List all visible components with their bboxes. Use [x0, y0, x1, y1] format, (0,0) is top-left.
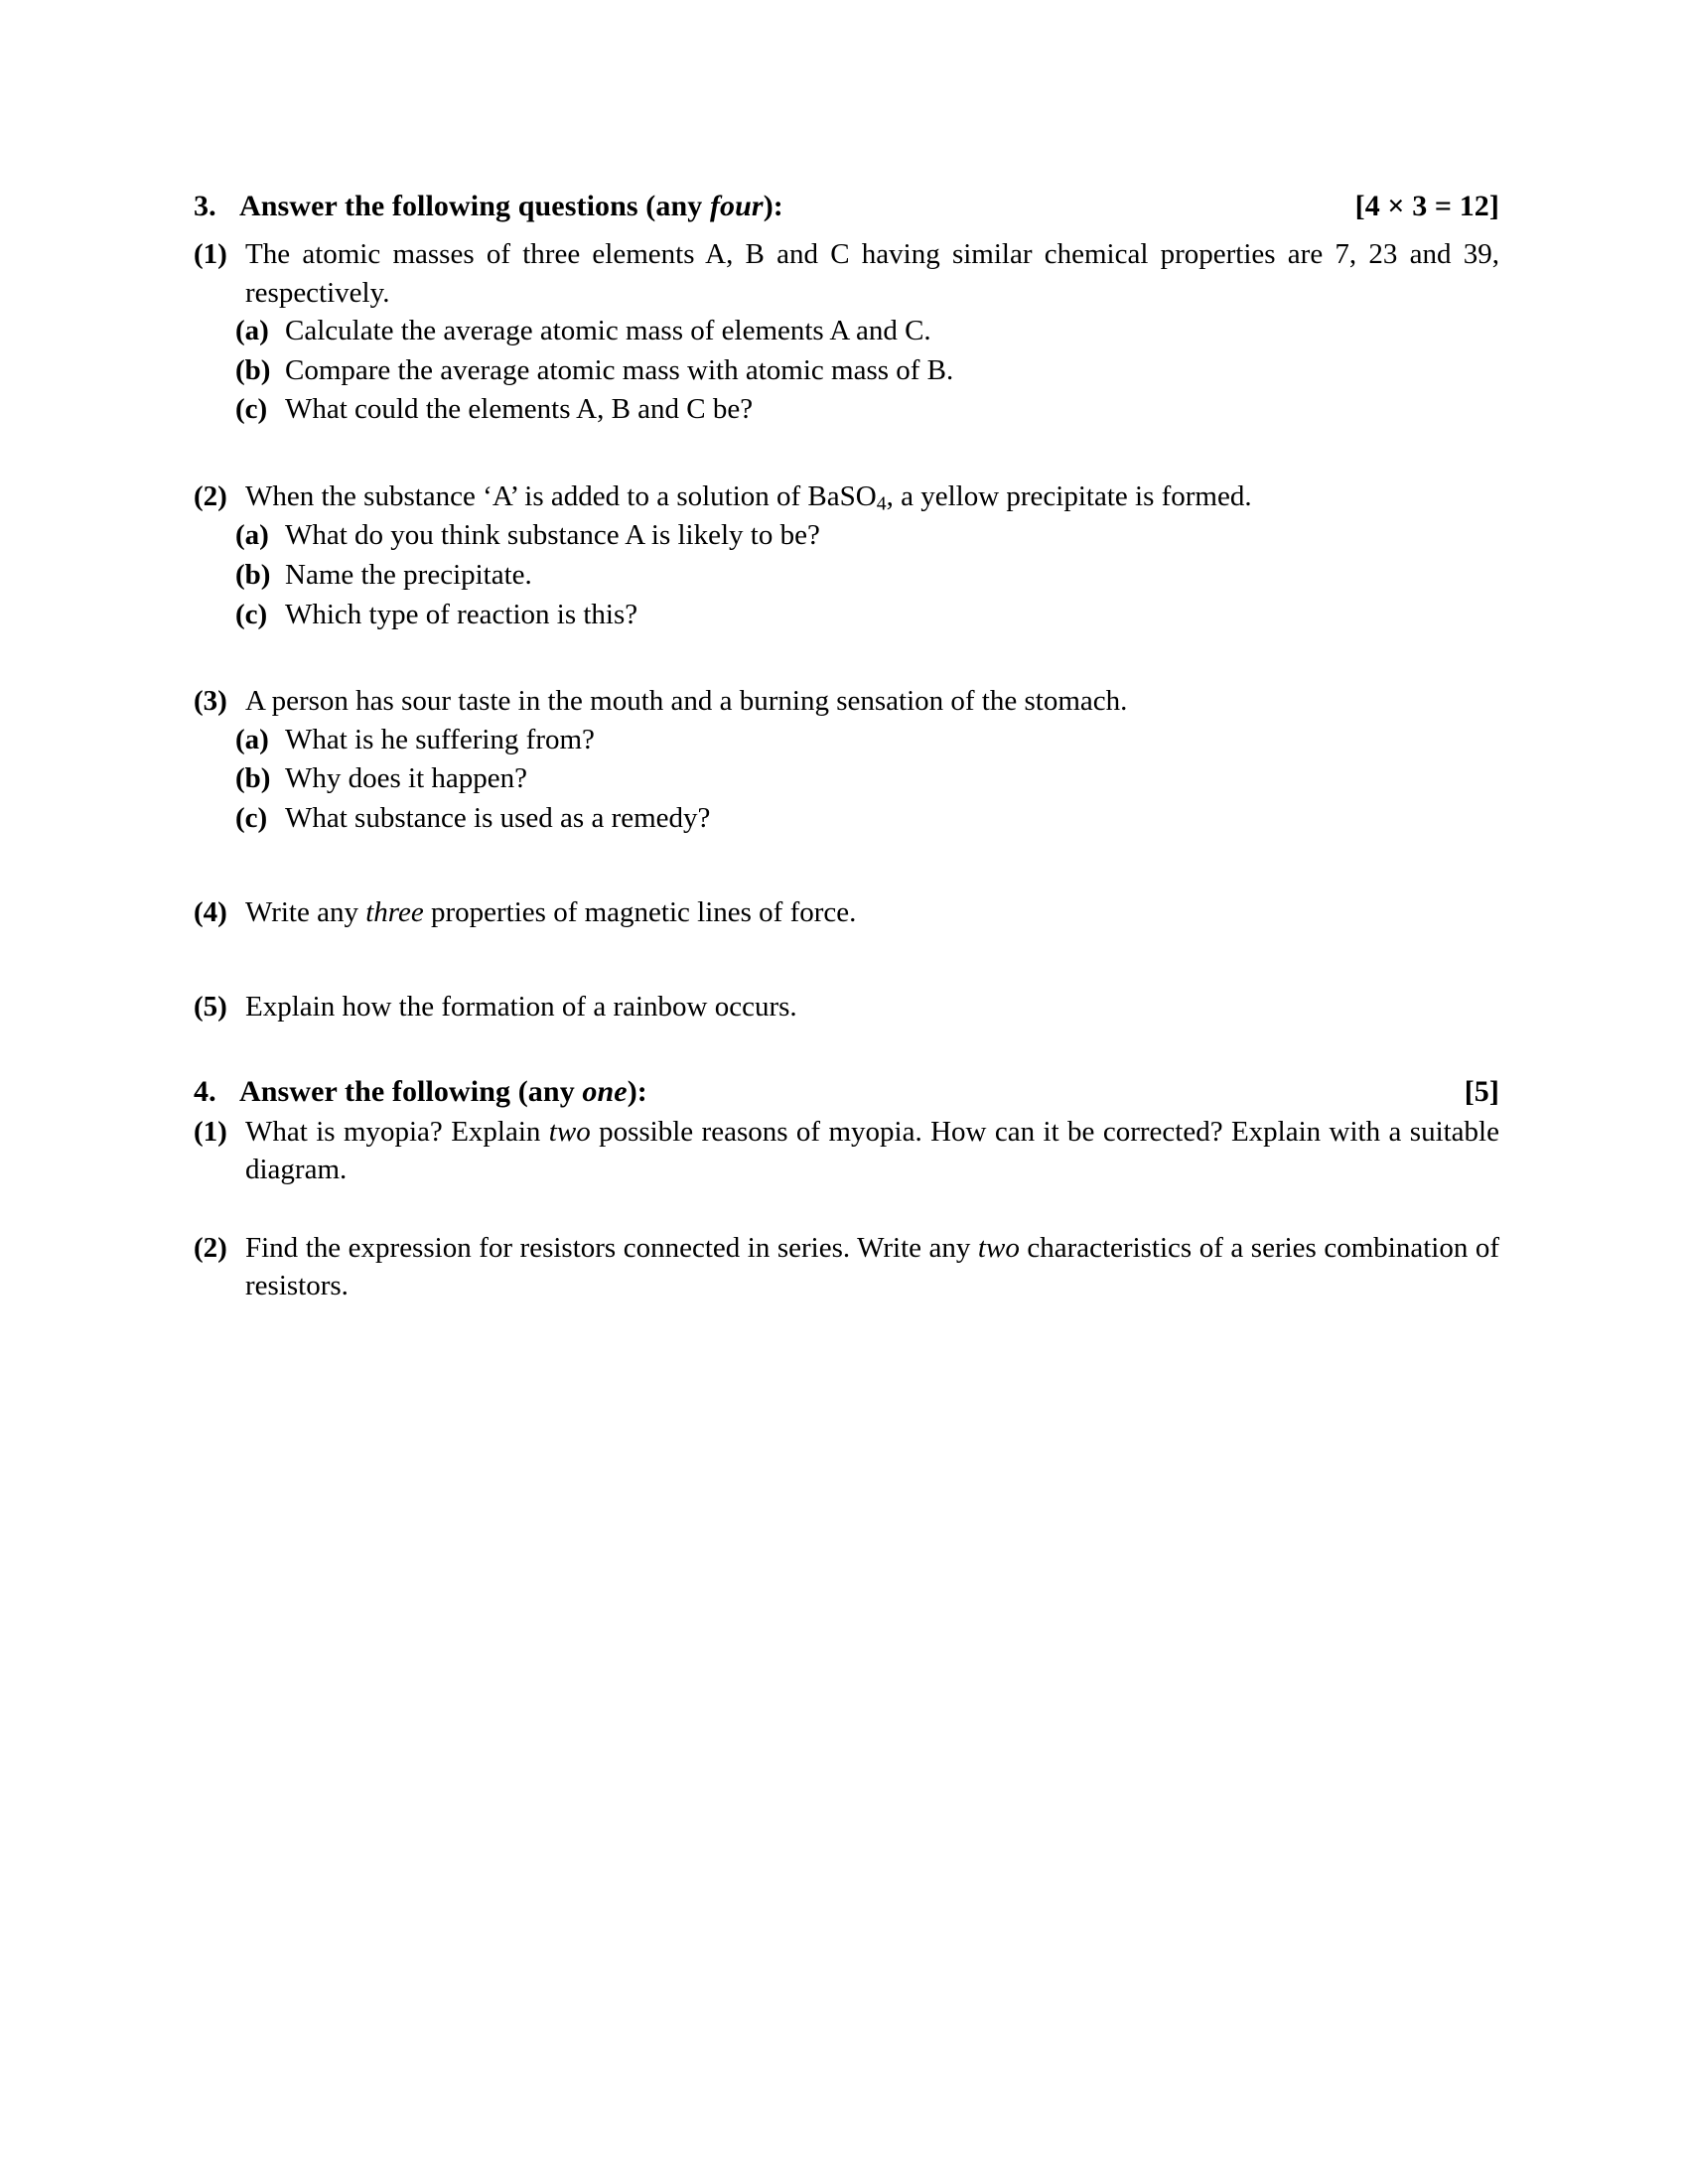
question-4-2-number: (2) — [194, 1231, 227, 1264]
question-4-1-text-part1: What is myopia? Explain — [245, 1115, 549, 1148]
question-3-3-sub-c-text: What substance is used as a remedy? — [285, 801, 711, 834]
section-4-question-list — [194, 1113, 1499, 1305]
question-3-2-text — [245, 478, 1499, 517]
question-4-1 — [194, 1113, 1499, 1189]
chemical-formula-subscript: 4 — [876, 492, 887, 515]
question-3-1 — [194, 235, 1499, 312]
question-3-3-text: A person has sour taste in the mouth and a burning sensation of the stomach. — [245, 685, 1128, 718]
question-3-2-text-after-formula: , a yellow precipitate is formed. — [886, 479, 1252, 512]
question-3-4-emphasis: three — [365, 896, 424, 929]
question-paper-content — [194, 187, 1499, 1305]
question-3-1-sub-a — [235, 312, 1499, 351]
section-3-number: 3. — [194, 190, 216, 222]
question-4-2 — [194, 1229, 1499, 1305]
question-3-2-number: (2) — [194, 479, 227, 512]
section-4-number: 4. — [194, 1074, 216, 1108]
question-3-1-sub-b — [235, 351, 1499, 391]
question-3-4-number: (4) — [194, 896, 227, 929]
section-3-title-emphasis: four — [709, 190, 764, 222]
section-4-title-emphasis: one — [582, 1074, 628, 1108]
question-3-1-sub-a-text: Calculate the average atomic mass of elements A and C. — [285, 315, 931, 347]
question-3-2-sub-c — [235, 596, 1499, 635]
question-3-1-sub-b-text: Compare the average atomic mass with atomic mass of B. — [285, 353, 954, 386]
question-3-2-sub-b — [235, 556, 1499, 596]
spacer — [194, 430, 1499, 468]
section-question-3 — [194, 187, 1499, 1026]
section-3-title-suffix: ): — [763, 190, 783, 222]
section-3-marks: [4 × 3 = 12] — [1354, 190, 1499, 222]
question-3-3-number: (3) — [194, 685, 227, 718]
question-3-5-number: (5) — [194, 991, 227, 1023]
question-3-2-text-before-formula: When the substance ‘A’ is added to a solution of BaSO — [245, 479, 877, 512]
section-3-heading — [194, 187, 1499, 225]
question-3-2-sub-a-label: (a) — [235, 519, 269, 552]
question-3-5 — [194, 988, 1499, 1026]
section-3-question-list — [194, 235, 1499, 1026]
section-3-title-prefix: Answer the following questions (any — [239, 190, 710, 222]
question-3-3-sub-a-text: What is he suffering from? — [285, 723, 595, 755]
spacer — [194, 1189, 1499, 1227]
question-3-1-sub-c — [235, 390, 1499, 430]
question-3-1-sub-c-label: (c) — [235, 393, 268, 426]
question-3-4 — [194, 893, 1499, 932]
question-3-5-text: Explain how the formation of a rainbow occurs. — [245, 991, 797, 1023]
question-3-4-text-part1: Write any — [245, 896, 366, 929]
spacer — [194, 932, 1499, 978]
question-3-2-sub-b-text: Name the precipitate. — [285, 558, 532, 591]
question-3-3-sub-b — [235, 759, 1499, 799]
section-4-title-prefix: Answer the following (any — [239, 1074, 583, 1108]
spacer — [194, 634, 1499, 672]
question-3-3-sub-c-label: (c) — [235, 801, 268, 834]
question-4-1-text-part2: possible reasons of myopia. How can it be corrected? Explain with a suitable diagram. — [245, 1115, 1499, 1186]
question-3-2-sub-a-text: What do you think substance A is likely to be? — [285, 519, 820, 552]
question-4-1-number: (1) — [194, 1115, 227, 1148]
section-4-marks: [5] — [1464, 1074, 1499, 1108]
section-4-heading — [194, 1072, 1499, 1111]
question-3-1-text: The atomic masses of three elements A, B and C having similar chemical properties are 7, 23 and 39, respectively. — [245, 238, 1499, 309]
question-3-2-sub-c-label: (c) — [235, 598, 268, 630]
section-4-title — [239, 1072, 1445, 1111]
question-3-2-sub-c-text: Which type of reaction is this? — [285, 598, 638, 630]
question-3-2 — [194, 478, 1499, 517]
section-question-4 — [194, 1072, 1499, 1305]
question-3-2-sub-a — [235, 516, 1499, 556]
question-3-1-sub-b-label: (b) — [235, 353, 271, 386]
spacer — [194, 838, 1499, 884]
question-4-1-emphasis: two — [548, 1115, 591, 1148]
question-3-4-text — [245, 893, 1499, 932]
question-3-1-sublist — [194, 312, 1499, 430]
section-4-title-suffix: ): — [627, 1074, 647, 1108]
question-3-2-sublist — [194, 516, 1499, 634]
question-3-3-sub-a — [235, 721, 1499, 760]
question-4-2-text-part2: characteristics of a series combination of resistors. — [245, 1231, 1499, 1302]
question-3-3-sub-b-label: (b) — [235, 762, 271, 795]
question-4-2-emphasis: two — [977, 1231, 1020, 1264]
question-3-3 — [194, 682, 1499, 721]
question-3-1-sub-c-text: What could the elements A, B and C be? — [285, 393, 754, 426]
question-3-1-number: (1) — [194, 238, 227, 270]
spacer — [194, 1026, 1499, 1072]
question-4-1-text — [245, 1113, 1499, 1189]
question-4-2-text — [245, 1229, 1499, 1305]
question-3-3-sub-a-label: (a) — [235, 723, 269, 755]
question-3-3-sublist — [194, 721, 1499, 839]
question-4-2-text-part1: Find the expression for resistors connected in series. Write any — [245, 1231, 978, 1264]
question-3-4-text-part2: properties of magnetic lines of force. — [423, 896, 857, 929]
question-3-3-sub-c — [235, 799, 1499, 839]
question-3-1-sub-a-label: (a) — [235, 315, 269, 347]
question-3-2-sub-b-label: (b) — [235, 558, 271, 591]
section-3-title — [239, 187, 1336, 225]
question-3-3-sub-b-text: Why does it happen? — [285, 762, 528, 795]
